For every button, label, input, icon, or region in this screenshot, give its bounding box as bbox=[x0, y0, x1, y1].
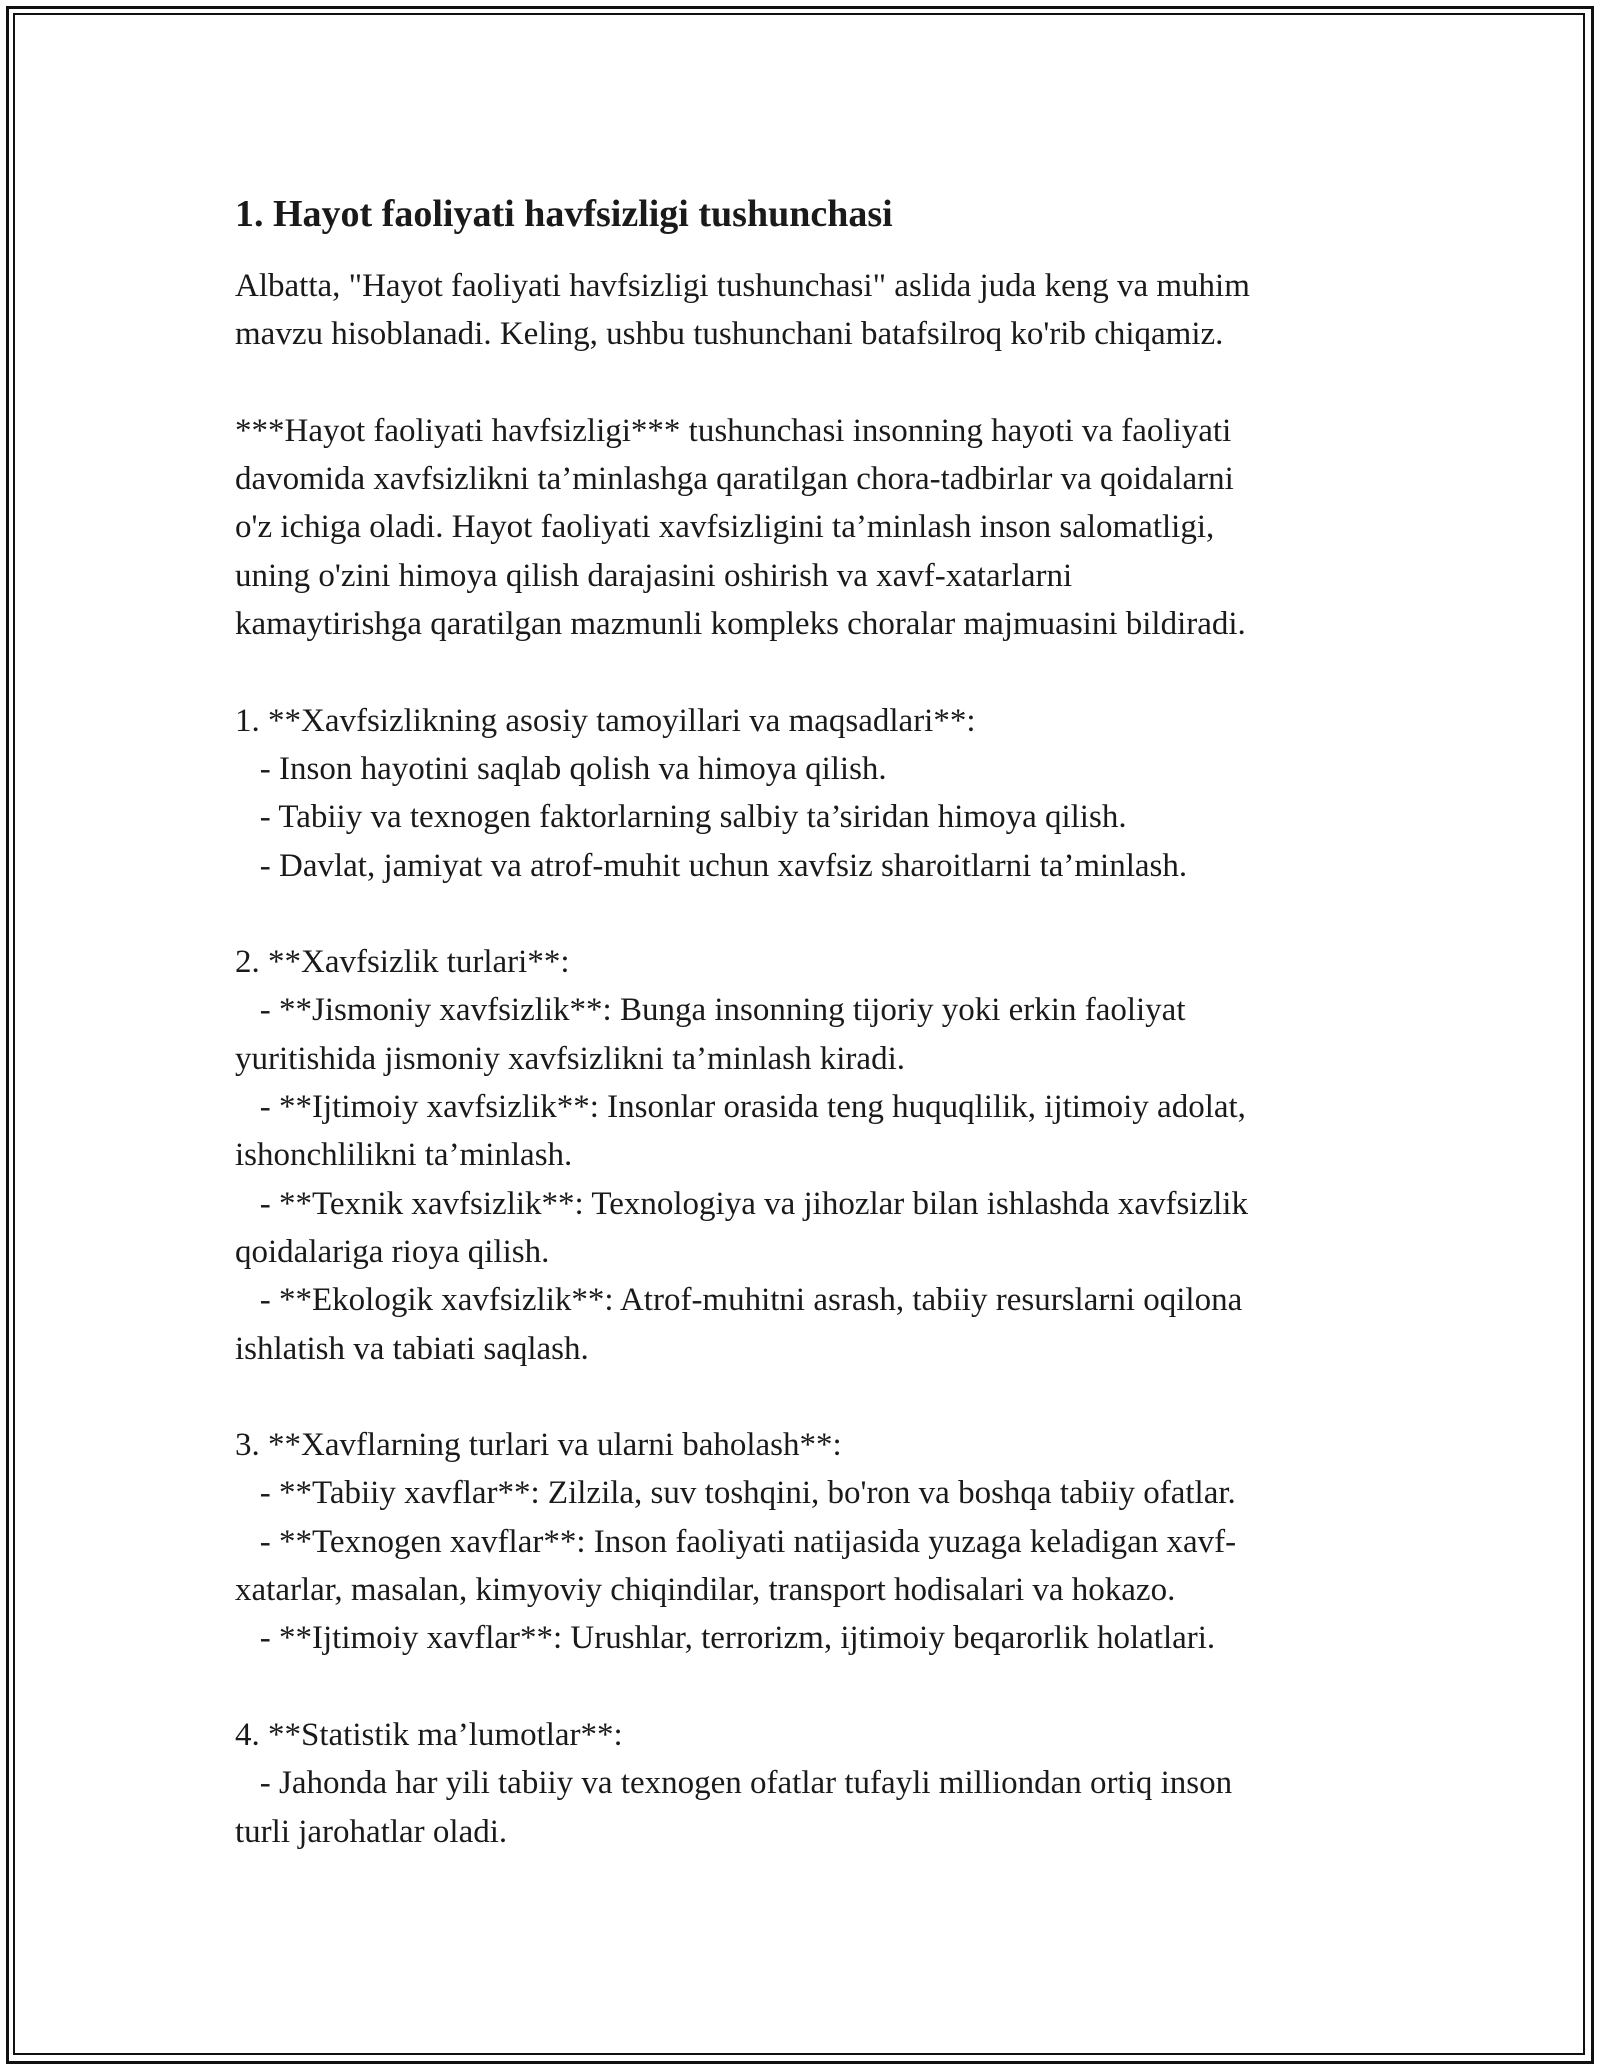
paragraph-spacer bbox=[235, 890, 1375, 938]
paragraph-spacer bbox=[235, 359, 1375, 407]
paragraph-spacer bbox=[235, 1373, 1375, 1421]
section-statistics: 4. **Statistik ma’lumotlar**: - Jahonda har yili tabiiy va texnogen ofatlar tufayli milliondan ortiq inson turli jarohatlar oladi. bbox=[235, 1716, 1233, 1850]
document-body bbox=[235, 188, 1375, 1856]
intro-paragraph: Albatta, "Hayot faoliyati havfsizligi tushunchasi" aslida juda keng va muhim mavzu hisoblanadi. Keling, ushbu tushunchani batafsilroq ko'rib chiqamiz. bbox=[235, 268, 1250, 353]
section-hazard-types: 3. **Xavflarning turlari va ularni baholash**: - **Tabiiy xavflar**: Zilzila, suv toshqini, bo'ron va boshqa tabiiy ofatlar. - **Texnogen xavflar**: Inson faoliyati natijasida yuzaga keladigan xavf- xatarlar, masalan, kimyoviy chiqindilar, transport hodisalari va hokazo. - **Ijtimoiy xavflar**: Urushlar, terrorizm, ijtimoiy beqarorlik holatlari. bbox=[235, 1427, 1237, 1657]
section-safety-types: 2. **Xavfsizlik turlari**: - **Jismoniy xavfsizlik**: Bunga insonning tijoriy yoki erkin faoliyat yuritishida jismoniy xavfsizlikni ta’minlash kiradi. - **Ijtimoiy xavfsizlik**: Insonlar orasida teng huquqlilik, ijtimoiy adolat, ishonchlilikni ta’minlash. - **Texnik xavfsizlik**: Texnologiya va jihozlar bilan ishlashda xavfsizlik qoidalariga rioya qilish. - **Ekologik xavfsizlik**: Atrof-muhitni asrash, tabiiy resurslarni oqilona ishlatish va tabiati saqlash. bbox=[235, 944, 1248, 1367]
paragraph-spacer bbox=[235, 1663, 1375, 1711]
section-principles: 1. **Xavfsizlikning asosiy tamoyillari va maqsadlari**: - Inson hayotini saqlab qolish va himoya qilish. - Tabiiy va texnogen faktorlarning salbiy ta’siridan himoya qilish. - Davlat, jamiyat va atrof-muhit uchun xavfsiz sharoitlarni ta’minlash. bbox=[235, 702, 1188, 884]
document-title: 1. Hayot faoliyati havfsizligi tushunchasi bbox=[235, 193, 893, 235]
paragraph-spacer bbox=[235, 648, 1375, 696]
definition-paragraph: ***Hayot faoliyati havfsizligi*** tushunchasi insonning hayoti va faoliyati davomida xavfsizlikni ta’minlashga qaratilgan chora-tadbirlar va qoidalarni o'z ichiga oladi. Hayot faoliyati xavfsizligini ta’minlash inson salomatligi, uning o'zini himoya qilish darajasini oshirish va xavf-xatarlarni kamaytirishga qaratilgan mazmunli kompleks choralar majmuasini bildiradi. bbox=[235, 412, 1246, 643]
